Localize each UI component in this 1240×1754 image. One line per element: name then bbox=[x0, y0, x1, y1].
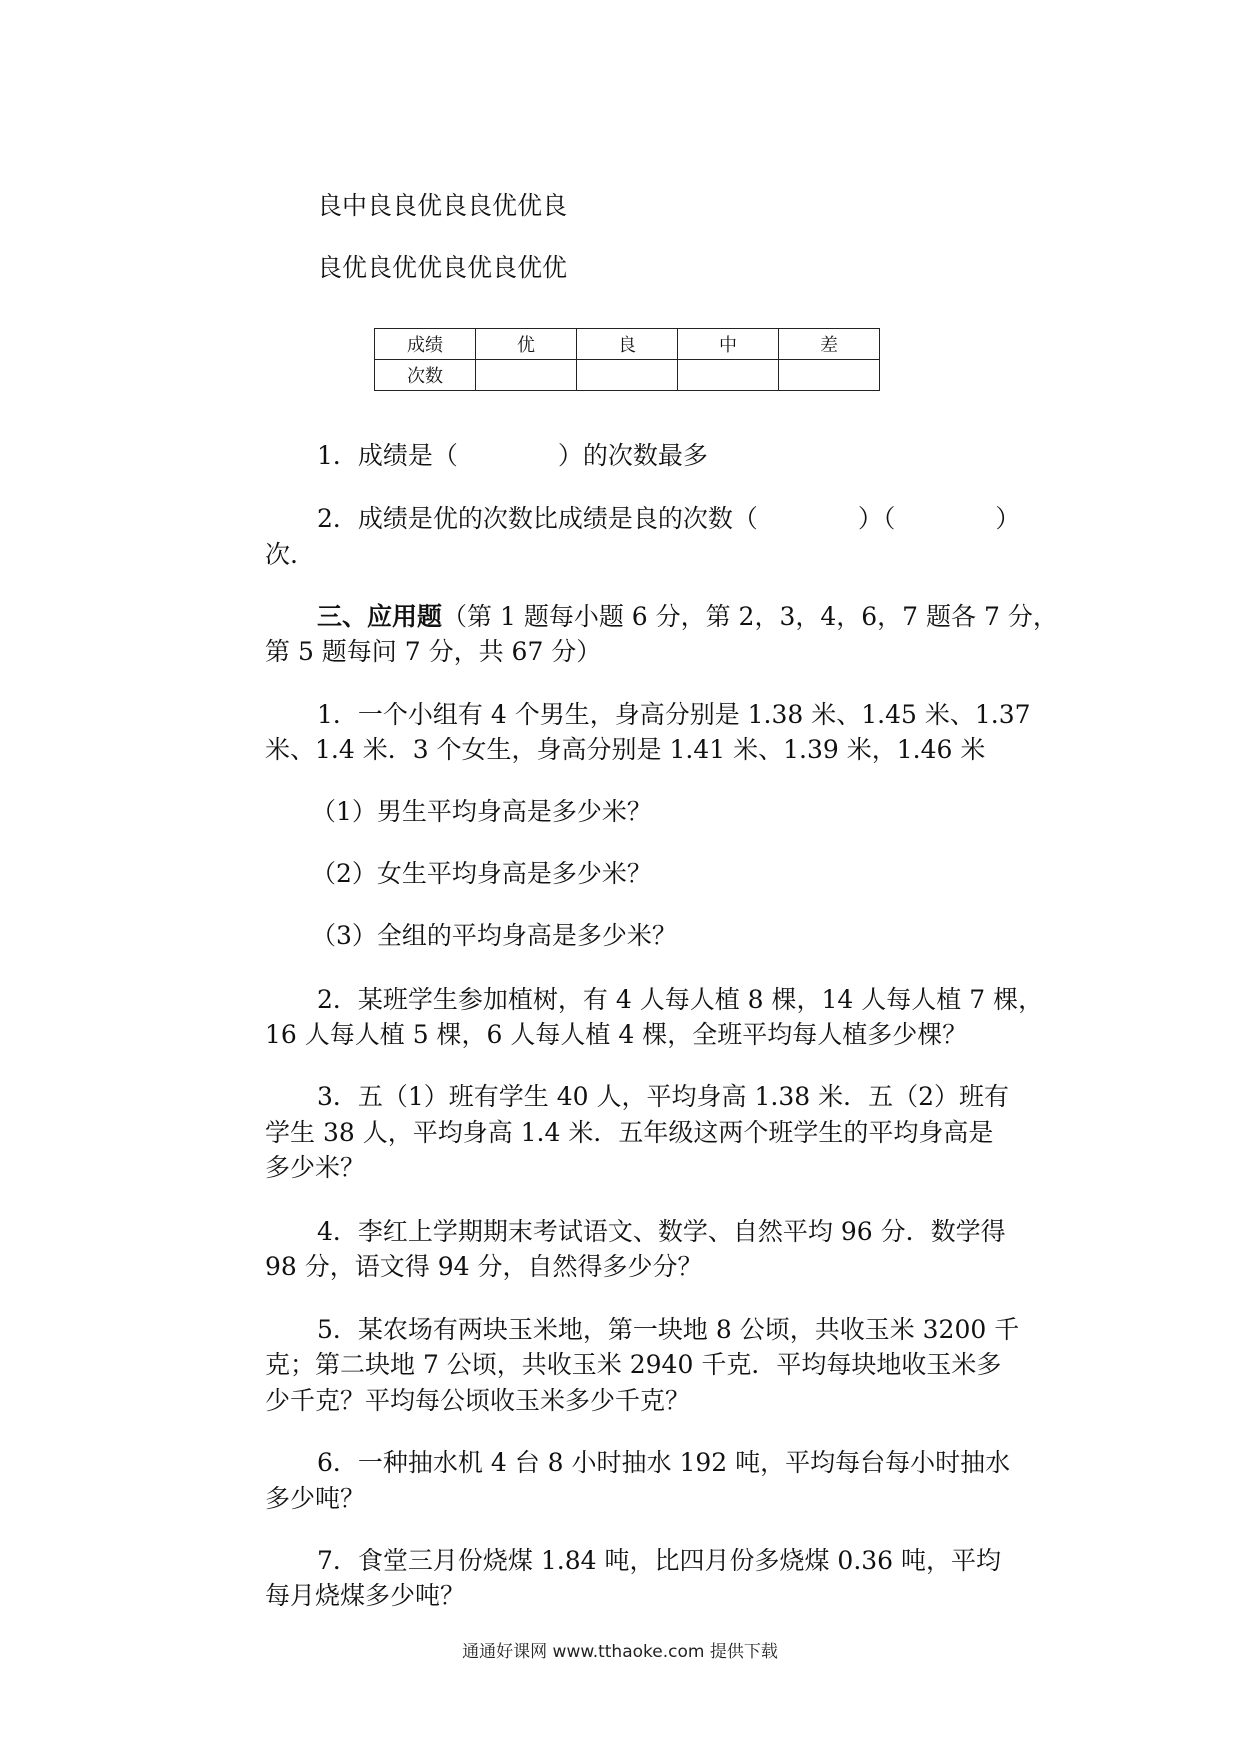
table-cell bbox=[678, 360, 779, 391]
table-cell bbox=[577, 360, 678, 391]
problem-1-sub-2: （2）女生平均身高是多少米？ bbox=[311, 859, 652, 888]
problem-1-line-2: 米、1.4 米．3 个女生，身高分别是 1.41 米、1.39 米，1.46 米 bbox=[265, 735, 986, 764]
problem-1-line-1: 1．一个小组有 4 个男生，身高分别是 1.38 米、1.45 米、1.37 bbox=[317, 700, 1031, 729]
section-3-note: （第 1 题每小题 6 分，第 2，3，4，6，7 题各 7 分， bbox=[442, 602, 1058, 631]
section-3-heading bbox=[317, 602, 1058, 632]
problem-2-line-2: 16 人每人植 5 棵，6 人每人植 4 棵，全班平均每人植多少棵？ bbox=[265, 1020, 968, 1049]
grade-sequence-row-1: 良中良良优良良优优良 bbox=[317, 191, 568, 220]
grade-sequence-row-2: 良优良优优良优良优优 bbox=[317, 253, 568, 282]
table-header-row bbox=[375, 329, 880, 360]
table-header-cell: 中 bbox=[678, 329, 779, 360]
problem-5-line-1: 5．某农场有两块玉米地，第一块地 8 公顷，共收玉米 3200 千 bbox=[317, 1315, 1020, 1344]
problem-3-line-2: 学生 38 人，平均身高 1.4 米．五年级这两个班学生的平均身高是 bbox=[265, 1118, 994, 1147]
problem-6-line-1: 6．一种抽水机 4 台 8 小时抽水 192 吨，平均每台每小时抽水 bbox=[317, 1448, 1011, 1477]
problem-1-sub-3: （3）全组的平均身高是多少米？ bbox=[311, 921, 677, 950]
problem-3-line-1: 3．五（1）班有学生 40 人，平均身高 1.38 米．五（2）班有 bbox=[317, 1082, 1009, 1111]
problem-5-line-3: 少千克？平均每公顷收玉米多少千克？ bbox=[265, 1386, 691, 1415]
table-row-label: 次数 bbox=[375, 360, 476, 391]
question-2-line-2: 次. bbox=[265, 540, 298, 569]
problem-4-line-2: 98 分，语文得 94 分，自然得多少分？ bbox=[265, 1252, 703, 1281]
problem-4-line-1: 4．李红上学期期末考试语文、数学、自然平均 96 分．数学得 bbox=[317, 1217, 1006, 1246]
grade-count-table bbox=[374, 328, 880, 391]
problem-3-line-3: 多少米？ bbox=[265, 1153, 366, 1182]
question-2-line-1: 2．成绩是优的次数比成绩是良的次数（ ）（ ） bbox=[317, 504, 1021, 533]
section-3-note-line-2: 第 5 题每问 7 分，共 67 分） bbox=[265, 637, 602, 666]
problem-2-line-1: 2．某班学生参加植树，有 4 人每人植 8 棵，14 人每人植 7 棵， bbox=[317, 985, 1044, 1014]
question-1: 1．成绩是（ ）的次数最多 bbox=[317, 441, 708, 470]
table-header-cell: 良 bbox=[577, 329, 678, 360]
table-cell bbox=[779, 360, 880, 391]
problem-7-line-1: 7．食堂三月份烧煤 1.84 吨，比四月份多烧煤 0.36 吨，平均 bbox=[317, 1546, 1002, 1575]
table-cell bbox=[476, 360, 577, 391]
section-3-title: 三、应用题 bbox=[317, 602, 443, 631]
problem-6-line-2: 多少吨？ bbox=[265, 1484, 366, 1513]
table-row bbox=[375, 360, 880, 391]
table-header-cell: 优 bbox=[476, 329, 577, 360]
problem-1-sub-1: （1）男生平均身高是多少米？ bbox=[311, 797, 652, 826]
table-header-cell: 差 bbox=[779, 329, 880, 360]
problem-5-line-2: 克；第二块地 7 公顷，共收玉米 2940 千克．平均每块地收玉米多 bbox=[265, 1350, 1002, 1379]
table-header-cell: 成绩 bbox=[375, 329, 476, 360]
footer-source: 通通好课网 www.tthaoke.com 提供下载 bbox=[462, 1642, 778, 1662]
problem-7-line-2: 每月烧煤多少吨？ bbox=[265, 1581, 466, 1610]
